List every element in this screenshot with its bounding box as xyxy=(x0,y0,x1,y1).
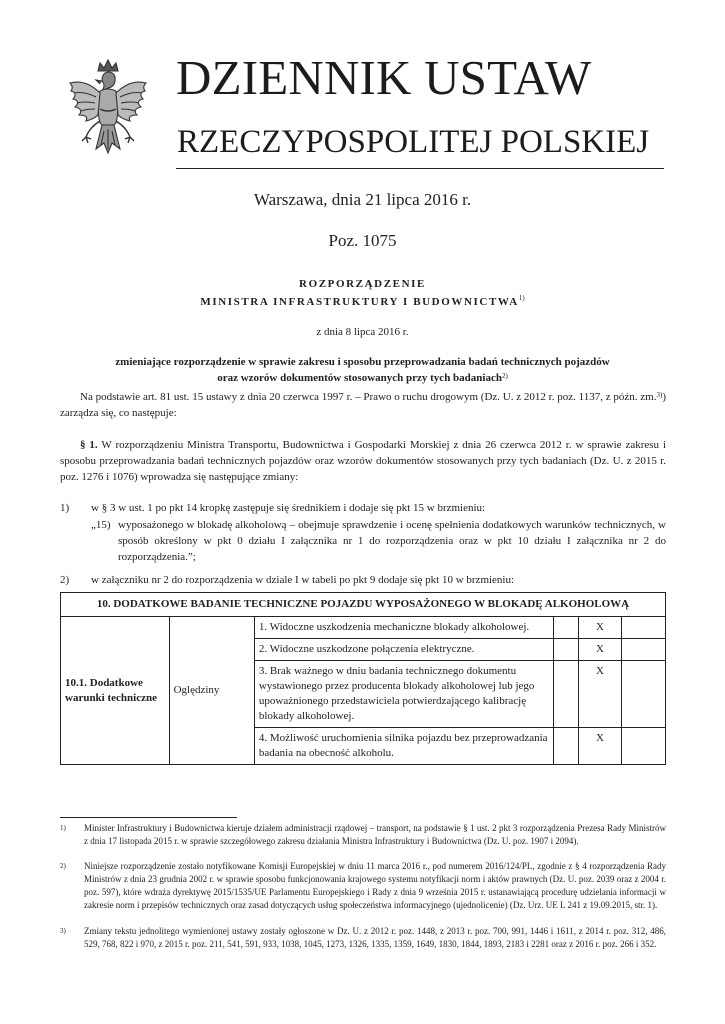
table-empty-cell xyxy=(622,661,666,728)
act-date: z dnia 8 lipca 2016 r. xyxy=(316,326,409,338)
technical-inspection-table xyxy=(60,592,666,765)
publication-position: Poz. 1075 xyxy=(328,231,397,250)
footnote-divider xyxy=(60,817,237,818)
footnote-3-text: Zmiany tekstu jednolitego wymienionej ustawy zostały ogłoszone w Dz. U. z 2012 r. poz. 1448, z 2013 r. poz. 700, 991, 1446 i 1611, z 2014 r. poz. 312, 486, 529, 768, 822 i 970, z 2015 r. poz. 211, 541, 591, 933, 1038, 1045, 1273, 1326, 1335, 1359, 1649, 1830, 1844, 1893, 2183 i 2281 oraz z 2016 r. poz. 266 i 352. xyxy=(84,926,666,949)
change-2-text: w załączniku nr 2 do rozporządzenia w dziale I w tabeli po pkt 9 dodaje się pkt 10 w brzmieniu: xyxy=(91,574,515,586)
table-empty-cell xyxy=(554,617,578,639)
table-empty-cell xyxy=(622,639,666,661)
footnote-3 xyxy=(60,925,666,951)
preamble-text-end: ) zarządza się, co następuje: xyxy=(60,391,666,419)
change-2-number: 2) xyxy=(60,574,70,586)
table-requirement-cell: 4. Możliwość uruchomienia silnika pojazdu bez przeprowadzania badania na obecność alkoholu. xyxy=(254,728,553,765)
footnote-1 xyxy=(60,822,666,848)
table-empty-cell xyxy=(622,728,666,765)
quoted-point-number: „15) xyxy=(91,519,111,531)
change-1-number: 1) xyxy=(60,502,70,514)
table-mark-cell: X xyxy=(578,639,622,661)
table-empty-cell xyxy=(554,639,578,661)
polish-eagle-emblem-icon xyxy=(62,57,154,169)
table-mark-cell: X xyxy=(578,728,622,765)
footnote-2 xyxy=(60,860,666,912)
section-1-label: § 1. xyxy=(80,439,98,451)
masthead-divider xyxy=(176,168,664,169)
table-empty-cell xyxy=(554,661,578,728)
act-subject-line2: oraz wzorów dokumentów stosowanych przy tych badaniach xyxy=(217,372,502,384)
footnote-ref-3[interactable]: 3) xyxy=(656,391,663,399)
act-subject xyxy=(60,354,665,386)
footnote-2-number: 2) xyxy=(60,862,66,870)
table-empty-cell xyxy=(554,728,578,765)
act-subject-line1: zmieniające rozporządzenie w sprawie zakresu i sposobu przeprowadzania badań technicznych pojazdów xyxy=(115,356,610,368)
change-1-text: w § 3 w ust. 1 po pkt 14 kropkę zastępuje się średnikiem i dodaje się pkt 15 w brzmieniu: xyxy=(91,502,486,514)
footnote-ref-1[interactable]: 1) xyxy=(518,294,525,302)
table-requirement-cell: 1. Widoczne uszkodzenia mechaniczne blokady alkoholowej. xyxy=(254,617,553,639)
table-group-cell: 10.1. Dodatkowe warunki techniczne xyxy=(61,617,170,765)
publication-place-date: Warszawa, dnia 21 lipca 2016 r. xyxy=(253,190,472,209)
section-1-text: W rozporządzeniu Ministra Transportu, Budownictwa i Gospodarki Morskiej z dnia 26 czerwca 2012 r. w sprawie zakresu i sposobu przeprowadzania badań technicznych pojazdów oraz wzorów dokumentów stosowanych przy tych badaniach (Dz. U. z 2015 r. poz. 1276 i 1076) wprowadza się następujące zmiany: xyxy=(60,439,666,483)
preamble xyxy=(60,389,666,421)
table-requirement-cell: 3. Brak ważnego w dniu badania technicznego dokumentu wystawionego przez producenta blokady alkoholowej lub jego upoważnionego przedstawiciela potwierdzającego kalibrację blokady alkoholowej. xyxy=(254,661,553,728)
preamble-text: Na podstawie art. 81 ust. 15 ustawy z dnia 20 czerwca 1997 r. – Prawo o ruchu drogowym (Dz. U. z 2012 r. poz. 1137, z późn. zm. xyxy=(80,391,657,403)
act-issuer-text: MINISTRA INFRASTRUKTURY I BUDOWNICTWA xyxy=(200,296,519,308)
table-mark-cell: X xyxy=(578,617,622,639)
masthead-title: DZIENNIK USTAW xyxy=(176,50,592,105)
quoted-point-text: wyposażonego w blokadę alkoholową – obejmuje sprawdzenie i ocenę spełnienia dodatkowych warunków technicznych, w sposób określony w pkt 0 działu I załącznika nr 1 do rozporządzenia oraz w pkt 10 działu I załącznika nr 2 do rozporządzenia.”; xyxy=(118,519,666,563)
footnote-2-text: Niniejsze rozporządzenie zostało notyfikowane Komisji Europejskiej w dniu 11 marca 2016 r., pod numerem 2016/124/PL, zgodnie z § 4 rozporządzenia Rady Ministrów z dnia 23 grudnia 2002 r. w sprawie sposobu funkcjonowania krajowego systemu notyfikacji norm i aktów prawnych (Dz. U. poz. 2039 oraz z 2004 r. poz. 597), które wdraża dyrektywę 2015/1535/UE Parlamentu Europejskiego i Rady z dnia 9 września 2015 r. ustanawiającą procedurę udzielania informacji w zakresie norm i przepisów technicznych oraz zasad dotyczących usług społeczeństwa informacyjnego (ujednolicenie) (Dz. Urz. UE L 241 z 19.09.2015, str. 1). xyxy=(84,861,666,910)
table-row xyxy=(61,617,666,639)
act-type: ROZPORZĄDZENIE xyxy=(299,278,426,290)
table-method-cell: Oględziny xyxy=(169,617,254,765)
act-issuer xyxy=(0,296,725,308)
footnote-ref-2[interactable]: 2) xyxy=(501,372,508,380)
table-requirement-cell: 2. Widoczne uszkodzone połączenia elektryczne. xyxy=(254,639,553,661)
footnote-1-number: 1) xyxy=(60,824,66,832)
table-header: 10. DODATKOWE BADANIE TECHNICZNE POJAZDU WYPOSAŻONEGO W BLOKADĘ ALKOHOLOWĄ xyxy=(61,593,666,617)
masthead-subtitle: RZECZYPOSPOLITEJ POLSKIEJ xyxy=(177,124,650,160)
table-mark-cell: X xyxy=(578,661,622,728)
table-empty-cell xyxy=(622,617,666,639)
footnote-1-text: Minister Infrastruktury i Budownictwa kieruje działem administracji rządowej – transport, na podstawie § 1 ust. 2 pkt 3 rozporządzenia Prezesa Rady Ministrów z dnia 17 listopada 2015 r. w sprawie szczegółowego zakresu działania Ministra Infrastruktury i Budownictwa (Dz. U. poz. 1907 i 2094). xyxy=(84,823,666,846)
section-1 xyxy=(60,437,666,485)
footnote-3-number: 3) xyxy=(60,927,66,935)
